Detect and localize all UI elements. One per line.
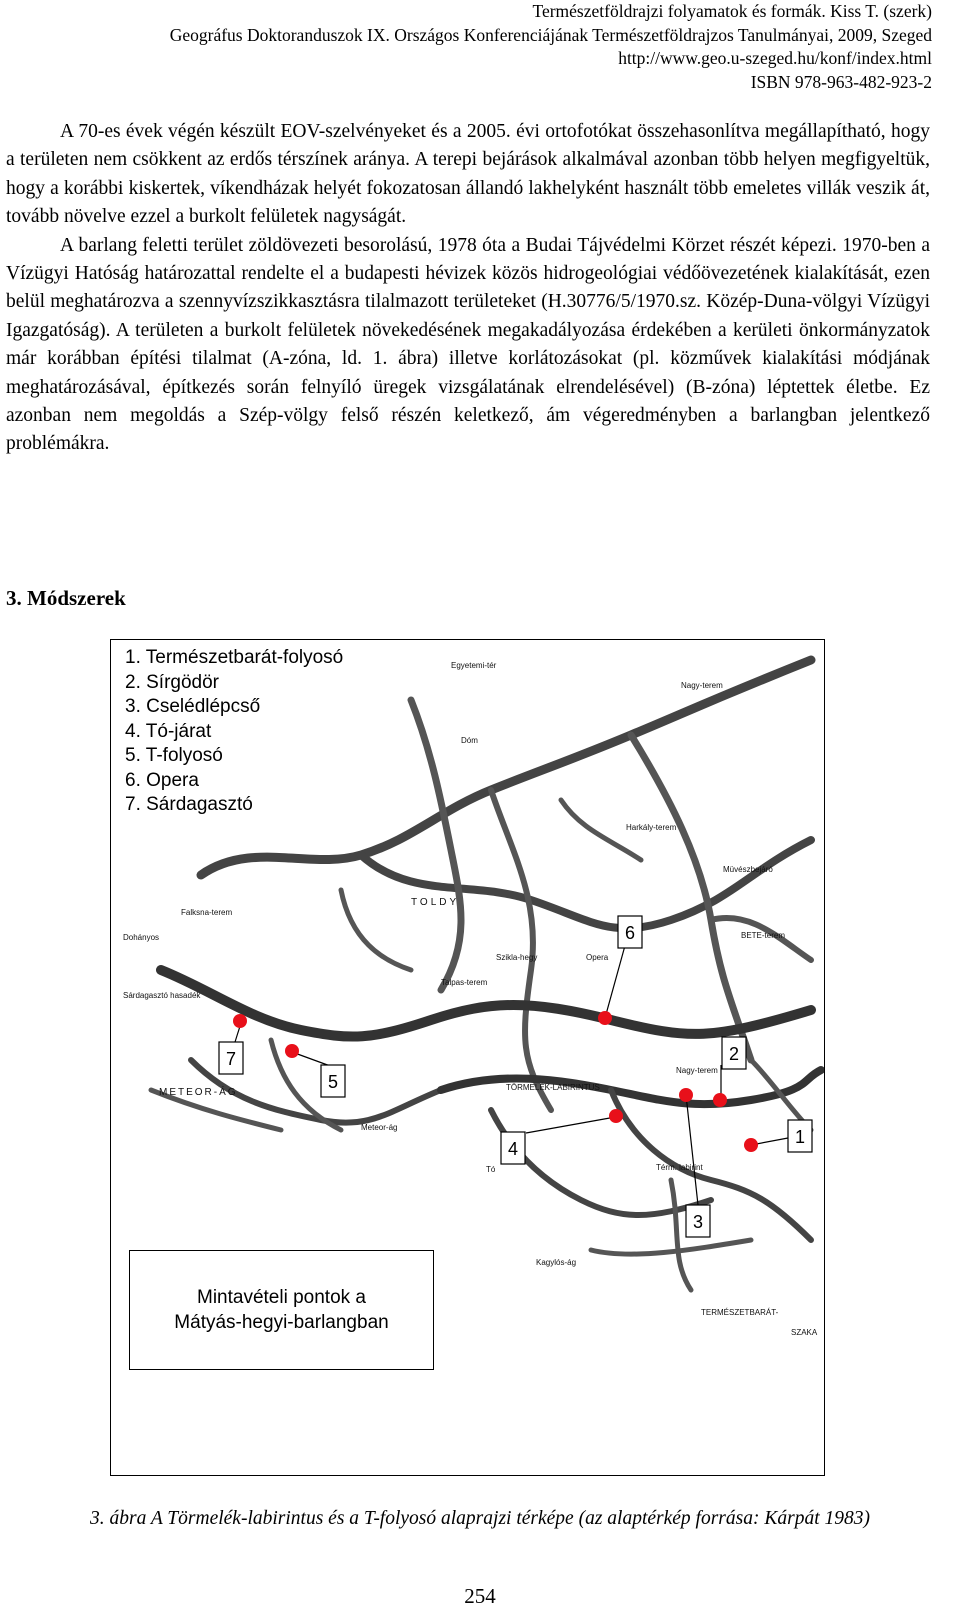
- sampling-point-5: [285, 1044, 299, 1058]
- header-url: http://www.geo.u-szeged.hu/konf/index.html: [618, 48, 932, 68]
- figure-title-line2: Mátyás-hegyi-barlangban: [174, 1312, 389, 1333]
- header-isbn: ISBN 978-963-482-923-2: [750, 71, 932, 92]
- legend-item: 6. Opera: [125, 769, 199, 791]
- map-label: Müvészbejáró: [723, 865, 773, 874]
- sampling-point-7: [233, 1014, 247, 1028]
- map-label: TERMÉSZETBARÁT-: [701, 1308, 779, 1317]
- map-label: TÖRMELÉK-LABIRINTUS: [506, 1083, 600, 1092]
- sampling-point-4: [609, 1109, 623, 1123]
- map-label: Opera: [586, 953, 609, 962]
- map-label: Szikla-hegy: [496, 953, 538, 962]
- point-label-5: 5: [327, 1072, 339, 1092]
- figure-title-line1: Mintavételi pontok a: [197, 1287, 366, 1308]
- legend-item: 7. Sárdagasztó: [125, 794, 253, 815]
- map-label: Nagy-terem: [676, 1066, 718, 1075]
- map-label: BETE-terem: [741, 931, 786, 940]
- map-label: Harkály-terem: [626, 823, 677, 832]
- map-label: Falksna-terem: [181, 908, 233, 917]
- point-label-6: 6: [624, 923, 636, 943]
- header-conference: Geográfus Doktoranduszok IX. Országos Konferenciájának Természetföldrajzos Tanulmányai, 2009, Szeged: [169, 24, 932, 45]
- header-title: Természetföldrajzi folyamatok és formák. Kiss T. (szerk): [532, 1, 932, 21]
- map-label: Egyetemi-tér: [451, 661, 497, 670]
- map-label: Sárdagasztó hasadék: [123, 991, 201, 1000]
- page-number: 254: [464, 1584, 496, 1608]
- sampling-point-3: [679, 1088, 693, 1102]
- body-text: [6, 118, 930, 459]
- figure-title-box: [129, 1250, 434, 1370]
- figure-caption: 3. ábra A Törmelék-labirintus és a T-folyosó alaprajzi térképe (az alaptérkép forrása: Kárpát 1983): [90, 1508, 870, 1529]
- legend-item: 3. Cselédlépcső: [125, 696, 261, 717]
- sampling-point-2: [713, 1093, 727, 1107]
- legend-item: 4. Tó-járat: [125, 720, 212, 742]
- point-label-1: 1: [794, 1127, 806, 1147]
- sampling-point-6: [598, 1011, 612, 1025]
- map-label: Kagylós-ág: [536, 1258, 577, 1267]
- legend-item: 1. Természetbarát-folyosó: [125, 647, 344, 668]
- point-label-2: 2: [728, 1044, 740, 1064]
- point-label-4: 4: [507, 1139, 519, 1159]
- map-label: Talpas-terem: [441, 978, 488, 987]
- section-title: 3. Módszerek: [6, 586, 126, 610]
- page-header: [170, 0, 932, 94]
- map-label: Dóm: [461, 736, 478, 745]
- map-label: Térm. labirint: [656, 1163, 703, 1172]
- paragraph-2: A barlang feletti terület zöldövezeti besorolású, 1978 óta a Budai Tájvédelmi Körzet részét képezi. 1970-ben a Vízügyi Hatóság határozattal rendelte el a budapesti hévizek közös hidrogeológiai védőövezetének kialakítását, ezen belül meghatározva a szennyvízszikkasztásra tilalmazott területeket (H.30776/5/1970.sz. Közép-Duna-völgyi Vízügyi Igazgatóság). A területen a burkolt felületek növekedésének megakadályozása érdekében a kerületi önkormányzatok már korábban építési tilalmat (A-zóna, ld. 1. ábra) illetve korlátozásokat (pl. közművek kialakítási módjának meghatározásával, építkezés során felnyíló üregek vizsgálatának elrendelésével) (B-zóna) léptettek életbe. Ez azonban nem megoldás a Szép-völgy felső részén keletkező, ám végeredményben a barlangban jelentkező problémákra.: [6, 234, 930, 455]
- paragraph-1: A 70-es évek végén készült EOV-szelvényeket és a 2005. évi ortofotókat összehasonlítva megállapítható, hogy a területen nem csökkent az erdős térszínek aránya. A terepi bejárások alkalmával azonban több helyen megfigyeltük, hogy a korábbi kiskertek, víkendházak helyét fokozatosan állandó lakhelyként használt több emeletes villák veszik át, tovább növelve ezzel a burkolt felületek nagyságát.: [6, 121, 930, 228]
- legend-item: 2. Sírgödör: [125, 671, 219, 693]
- map-label: METEOR-ÁG: [159, 1087, 238, 1098]
- map-label: Meteor-ág: [361, 1123, 398, 1132]
- legend-item: 5. T-folyosó: [125, 745, 223, 766]
- map-label: Tó: [486, 1165, 496, 1174]
- map-label: Dohányos: [123, 933, 160, 942]
- figure-legend: [125, 646, 343, 818]
- sampling-point-1: [744, 1138, 758, 1152]
- map-label: TOLDY: [411, 897, 460, 908]
- point-label-3: 3: [692, 1212, 704, 1232]
- map-label: SZAKA: [791, 1328, 818, 1337]
- cave-map-figure: [110, 639, 825, 1476]
- map-label: Nagy-terem: [681, 681, 723, 690]
- point-label-7: 7: [225, 1049, 237, 1069]
